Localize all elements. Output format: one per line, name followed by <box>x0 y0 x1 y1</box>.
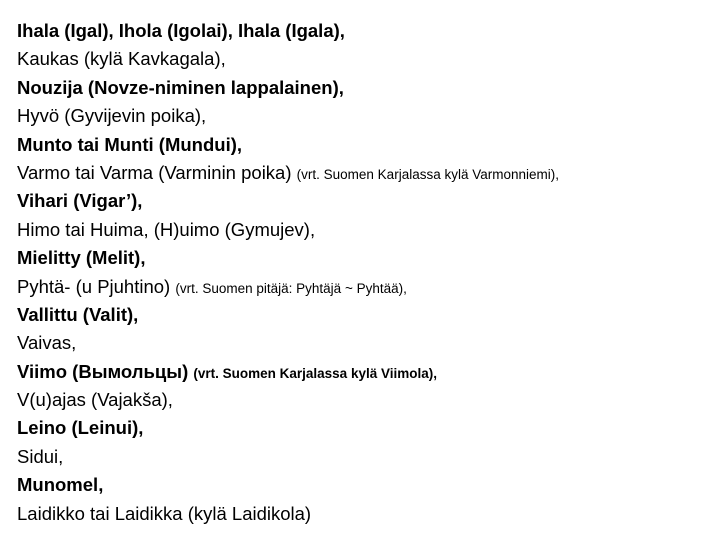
line-text: Himo tai Huima, (H)uimo (Gymujev), <box>17 218 316 240</box>
line-text: Vihari (Vigar’), <box>17 190 143 212</box>
line-note: (vrt. Suomen Karjalassa kylä Varmonniemi), <box>296 166 559 182</box>
list-line <box>17 244 716 272</box>
line-text: Leino (Leinui), <box>17 417 144 439</box>
line-text: Varmo tai Varma (Varminin poika) <box>17 161 292 183</box>
line-text: Sidui, <box>17 445 64 467</box>
list-line <box>17 386 716 414</box>
line-text: Munto tai Munti (Mundui), <box>17 133 243 155</box>
line-text: Munomel, <box>17 474 104 496</box>
list-line <box>17 301 716 329</box>
line-note: (vrt. Suomen pitäjä: Pyhtäjä ~ Pyhtää), <box>175 280 407 296</box>
line-text: Laidikko tai Laidikka (kylä Laidikola) <box>17 502 312 524</box>
list-line <box>17 358 716 386</box>
list-line <box>17 102 716 130</box>
list-line <box>17 216 716 244</box>
line-text: Vaivas, <box>17 332 77 354</box>
line-text: Nouzija (Novze-niminen lappalainen), <box>17 76 344 98</box>
list-line <box>17 500 716 528</box>
list-line <box>17 131 716 159</box>
list-line <box>17 159 716 187</box>
list-line <box>17 273 716 301</box>
list-line <box>17 45 716 73</box>
list-line <box>17 414 716 442</box>
list-line <box>17 17 716 45</box>
line-text: V(u)ajas (Vajakša), <box>17 389 173 411</box>
list-line <box>17 471 716 499</box>
name-list <box>17 17 716 528</box>
list-line <box>17 329 716 357</box>
list-line <box>17 443 716 471</box>
line-text: Hyvö (Gyvijevin poika), <box>17 105 207 127</box>
line-text: Viimo (Вымольцы) <box>17 360 189 382</box>
line-text: Pyhtä- (u Pjuhtino) <box>17 275 171 297</box>
line-text: Ihala (Igal), Ihola (Igolai), Ihala (Igala), <box>17 20 345 41</box>
line-note: (vrt. Suomen Karjalassa kylä Viimola), <box>193 365 437 381</box>
list-line <box>17 187 716 215</box>
list-line <box>17 74 716 102</box>
line-text: Vallittu (Valit), <box>17 303 139 325</box>
line-text: Mielitty (Melit), <box>17 247 146 269</box>
line-text: Kaukas (kylä Kavkagala), <box>17 48 226 70</box>
